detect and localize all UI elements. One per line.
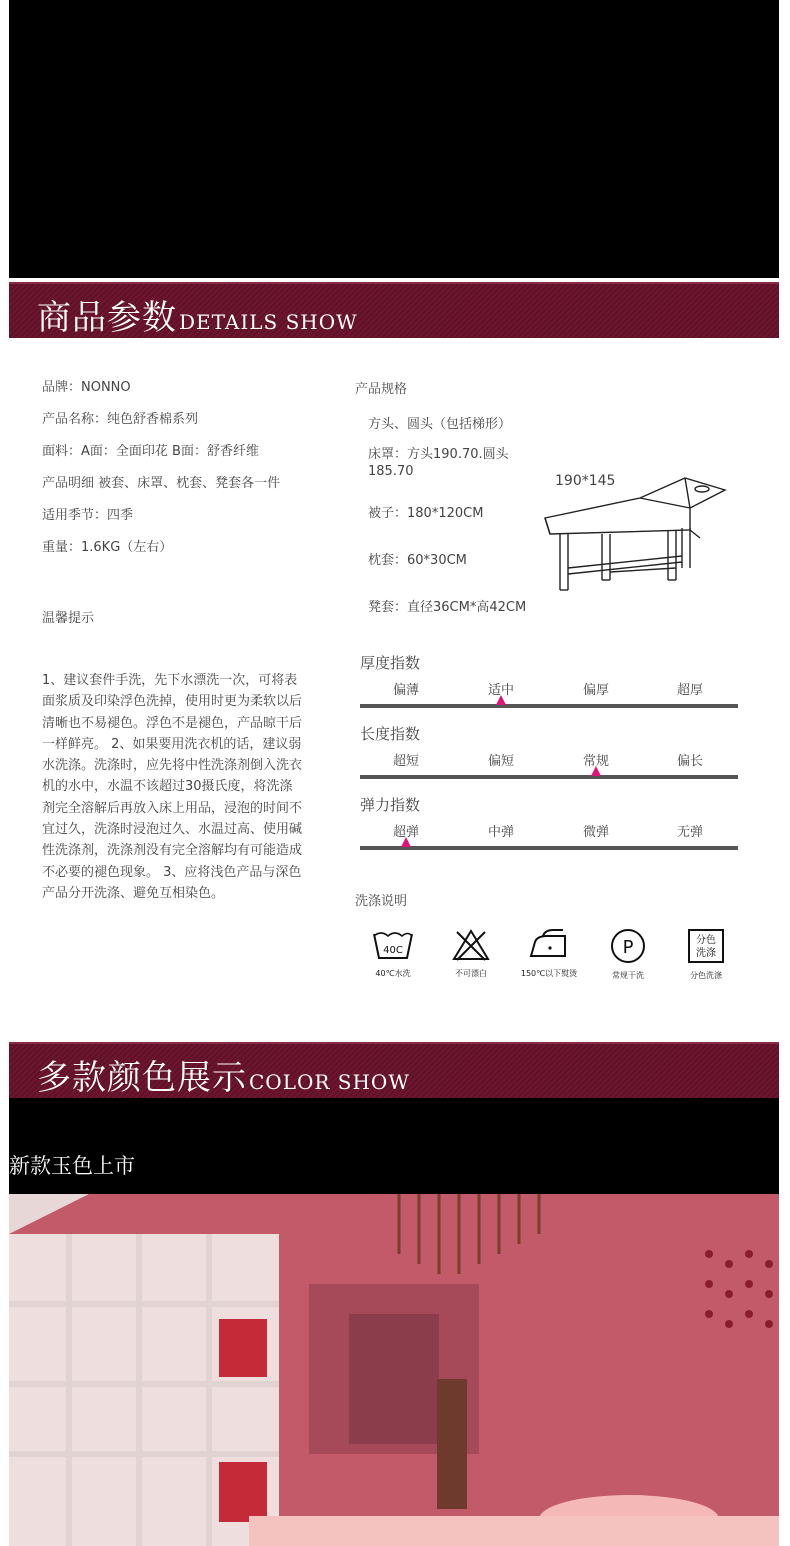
details-header [9,280,779,338]
bed-size-label: 190*145 [555,473,616,489]
care-caption: 150℃以下熨烫 [520,969,578,978]
dry-clean-p-icon [593,928,663,968]
svg-text:P: P [622,937,634,958]
tips-title: 温馨提示 [42,611,95,626]
care-item [436,928,506,979]
room-photo [9,1194,779,1546]
new-color-banner [9,1098,779,1194]
care-caption: 40℃水洗 [375,969,411,978]
weight-text: 重量：1.6KG（左右） [42,540,173,555]
season-text: 适用季节：四季 [42,508,134,523]
separate-wash-icon [671,928,741,968]
index-bar [360,846,738,850]
index-option-label: 偏长 [677,754,704,769]
spec-quilt: 被子：180*120CM [368,506,484,521]
index-marker [401,837,411,847]
spec-cover-line1: 床罩：方头190.70.圆头 [368,447,509,462]
index-title: 厚度指数 [360,654,421,672]
product-detail-text: 产品明细 被套、床罩、枕套、凳套各一件 [42,476,281,491]
index-bar [360,775,738,779]
index-marker [496,695,506,705]
iron-150-icon [514,928,584,966]
color-header-title: 多款颜色展示 COLOR SHOW [37,1058,410,1098]
index-option-label: 无弹 [677,825,704,840]
index-option-label: 偏薄 [393,683,420,698]
index-option-label: 微弹 [583,825,610,840]
new-color-title: 新款玉色上市 [9,1154,135,1178]
care-item [671,928,741,981]
care-item [514,928,584,979]
brand-text: 品牌：NONNO [42,380,131,395]
no-bleach-icon [436,928,506,966]
color-header-en: COLOR SHOW [249,1070,410,1094]
product-name-text: 产品名称：纯色舒香棉系列 [42,412,199,427]
care-item [358,928,428,979]
massage-bed-drawing [540,468,740,598]
top-banner-image [9,0,779,278]
care-caption: 常规干洗 [612,971,644,980]
spec-title: 产品规格 [355,382,408,397]
index-title: 长度指数 [360,725,421,743]
index-title: 弹力指数 [360,796,421,814]
index-option-label: 超弹 [393,825,420,840]
spec-pillow: 枕套：60*30CM [368,553,467,568]
wash-40-icon [358,928,428,966]
index-option-label: 常规 [583,754,610,769]
index-option-label: 中弹 [488,825,515,840]
index-option-label: 偏短 [488,754,515,769]
index-option-label: 适中 [488,683,515,698]
index-option-label: 超厚 [677,683,704,698]
care-item [593,928,663,981]
care-caption: 分色洗涤 [690,971,722,980]
care-title: 洗涤说明 [355,894,408,909]
color-header [9,1040,779,1098]
index-bar [360,704,738,708]
spec-shape: 方头、圆头（包括梯形） [368,417,512,432]
details-header-title: 商品参数 DETAILS SHOW [37,298,358,338]
fabric-text: 面料：A面：全面印花 B面：舒香纤维 [42,444,259,459]
svg-text:分色: 分色 [696,935,716,946]
tips-paragraph: 1、建议套件手洗，先下水漂洗一次，可将表面浆质及印染浮色洗掉，使用时更为柔软以后清晰也不易褪色。浮色不是褪色，产品晾干后一样鲜亮。 2、如果要用洗衣机的话，建议弱水洗涤。洗涤时，应先将中性洗涤剂倒入洗衣机的水中，水温不该超过30摄氏度，将洗涤剂完全溶解后再放入床上用品，浸泡的时间不宜过久，洗涤时浸泡过久、水温过高、使用碱性洗涤剂，洗涤剂没有完全溶解均有可能造成不必要的褪色现象。 3、应将浅色产品与深色产品分开洗涤、避免互相染色。 [42,673,303,901]
index-marker [591,766,601,776]
care-caption: 不可漂白 [455,969,487,978]
details-header-en: DETAILS SHOW [179,310,358,334]
svg-text:洗涤: 洗涤 [696,948,716,959]
spec-stool: 凳套：直径36CM*高42CM [368,600,527,615]
index-option-label: 超短 [393,754,420,769]
svg-text:40C: 40C [383,945,403,956]
spec-cover-line2: 185.70 [368,464,414,479]
index-option-label: 偏厚 [583,683,610,698]
